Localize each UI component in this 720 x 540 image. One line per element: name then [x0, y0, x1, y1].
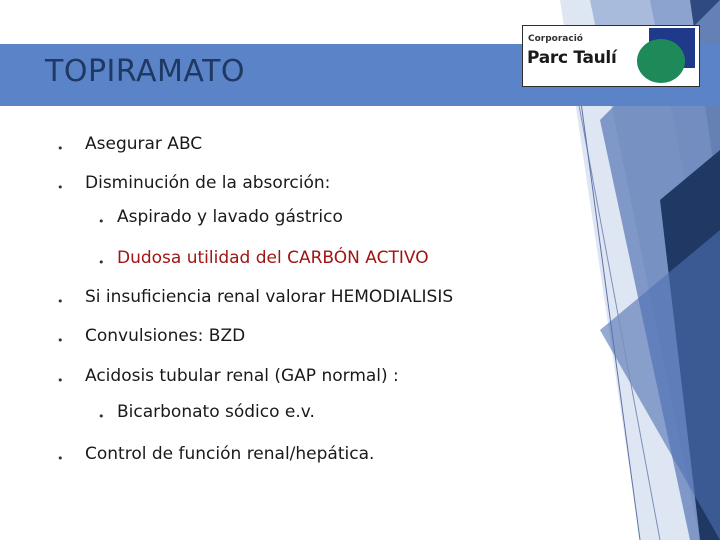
- bullet-marker: •: [57, 295, 64, 308]
- logo-mark-icon: [633, 28, 697, 86]
- bullet-marker: •: [98, 215, 105, 228]
- logo-name-text: Parc Taulí: [527, 48, 617, 68]
- slide-title: TOPIRAMATO: [45, 54, 246, 89]
- bullet-text: Disminución de la absorción:: [85, 173, 331, 193]
- logo-org-text: Corporació: [528, 34, 583, 44]
- bullet-text: Control de función renal/hepática.: [85, 444, 375, 464]
- bullet-text: Acidosis tubular renal (GAP normal) :: [85, 366, 399, 386]
- bullet-text: Convulsiones: BZD: [85, 326, 246, 346]
- parc-tauli-logo: [522, 25, 700, 87]
- sub-bullet-text: Aspirado y lavado gástrico: [117, 207, 343, 227]
- sub-bullet-text: Bicarbonato sódico e.v.: [117, 402, 315, 422]
- bullet-text: Si insuficiencia renal valorar HEMODIALISIS: [85, 287, 454, 307]
- bullet-marker: •: [57, 334, 64, 347]
- bullet-text: Asegurar ABC: [85, 134, 203, 154]
- sub-bullet-text-highlighted: Dudosa utilidad del CARBÓN ACTIVO: [117, 248, 429, 268]
- bullet-marker: •: [57, 181, 64, 194]
- bullet-marker: •: [57, 142, 64, 155]
- bullet-marker: •: [57, 452, 64, 465]
- bullet-marker: •: [98, 410, 105, 423]
- bullet-marker: •: [98, 256, 105, 269]
- bullet-marker: •: [57, 374, 64, 387]
